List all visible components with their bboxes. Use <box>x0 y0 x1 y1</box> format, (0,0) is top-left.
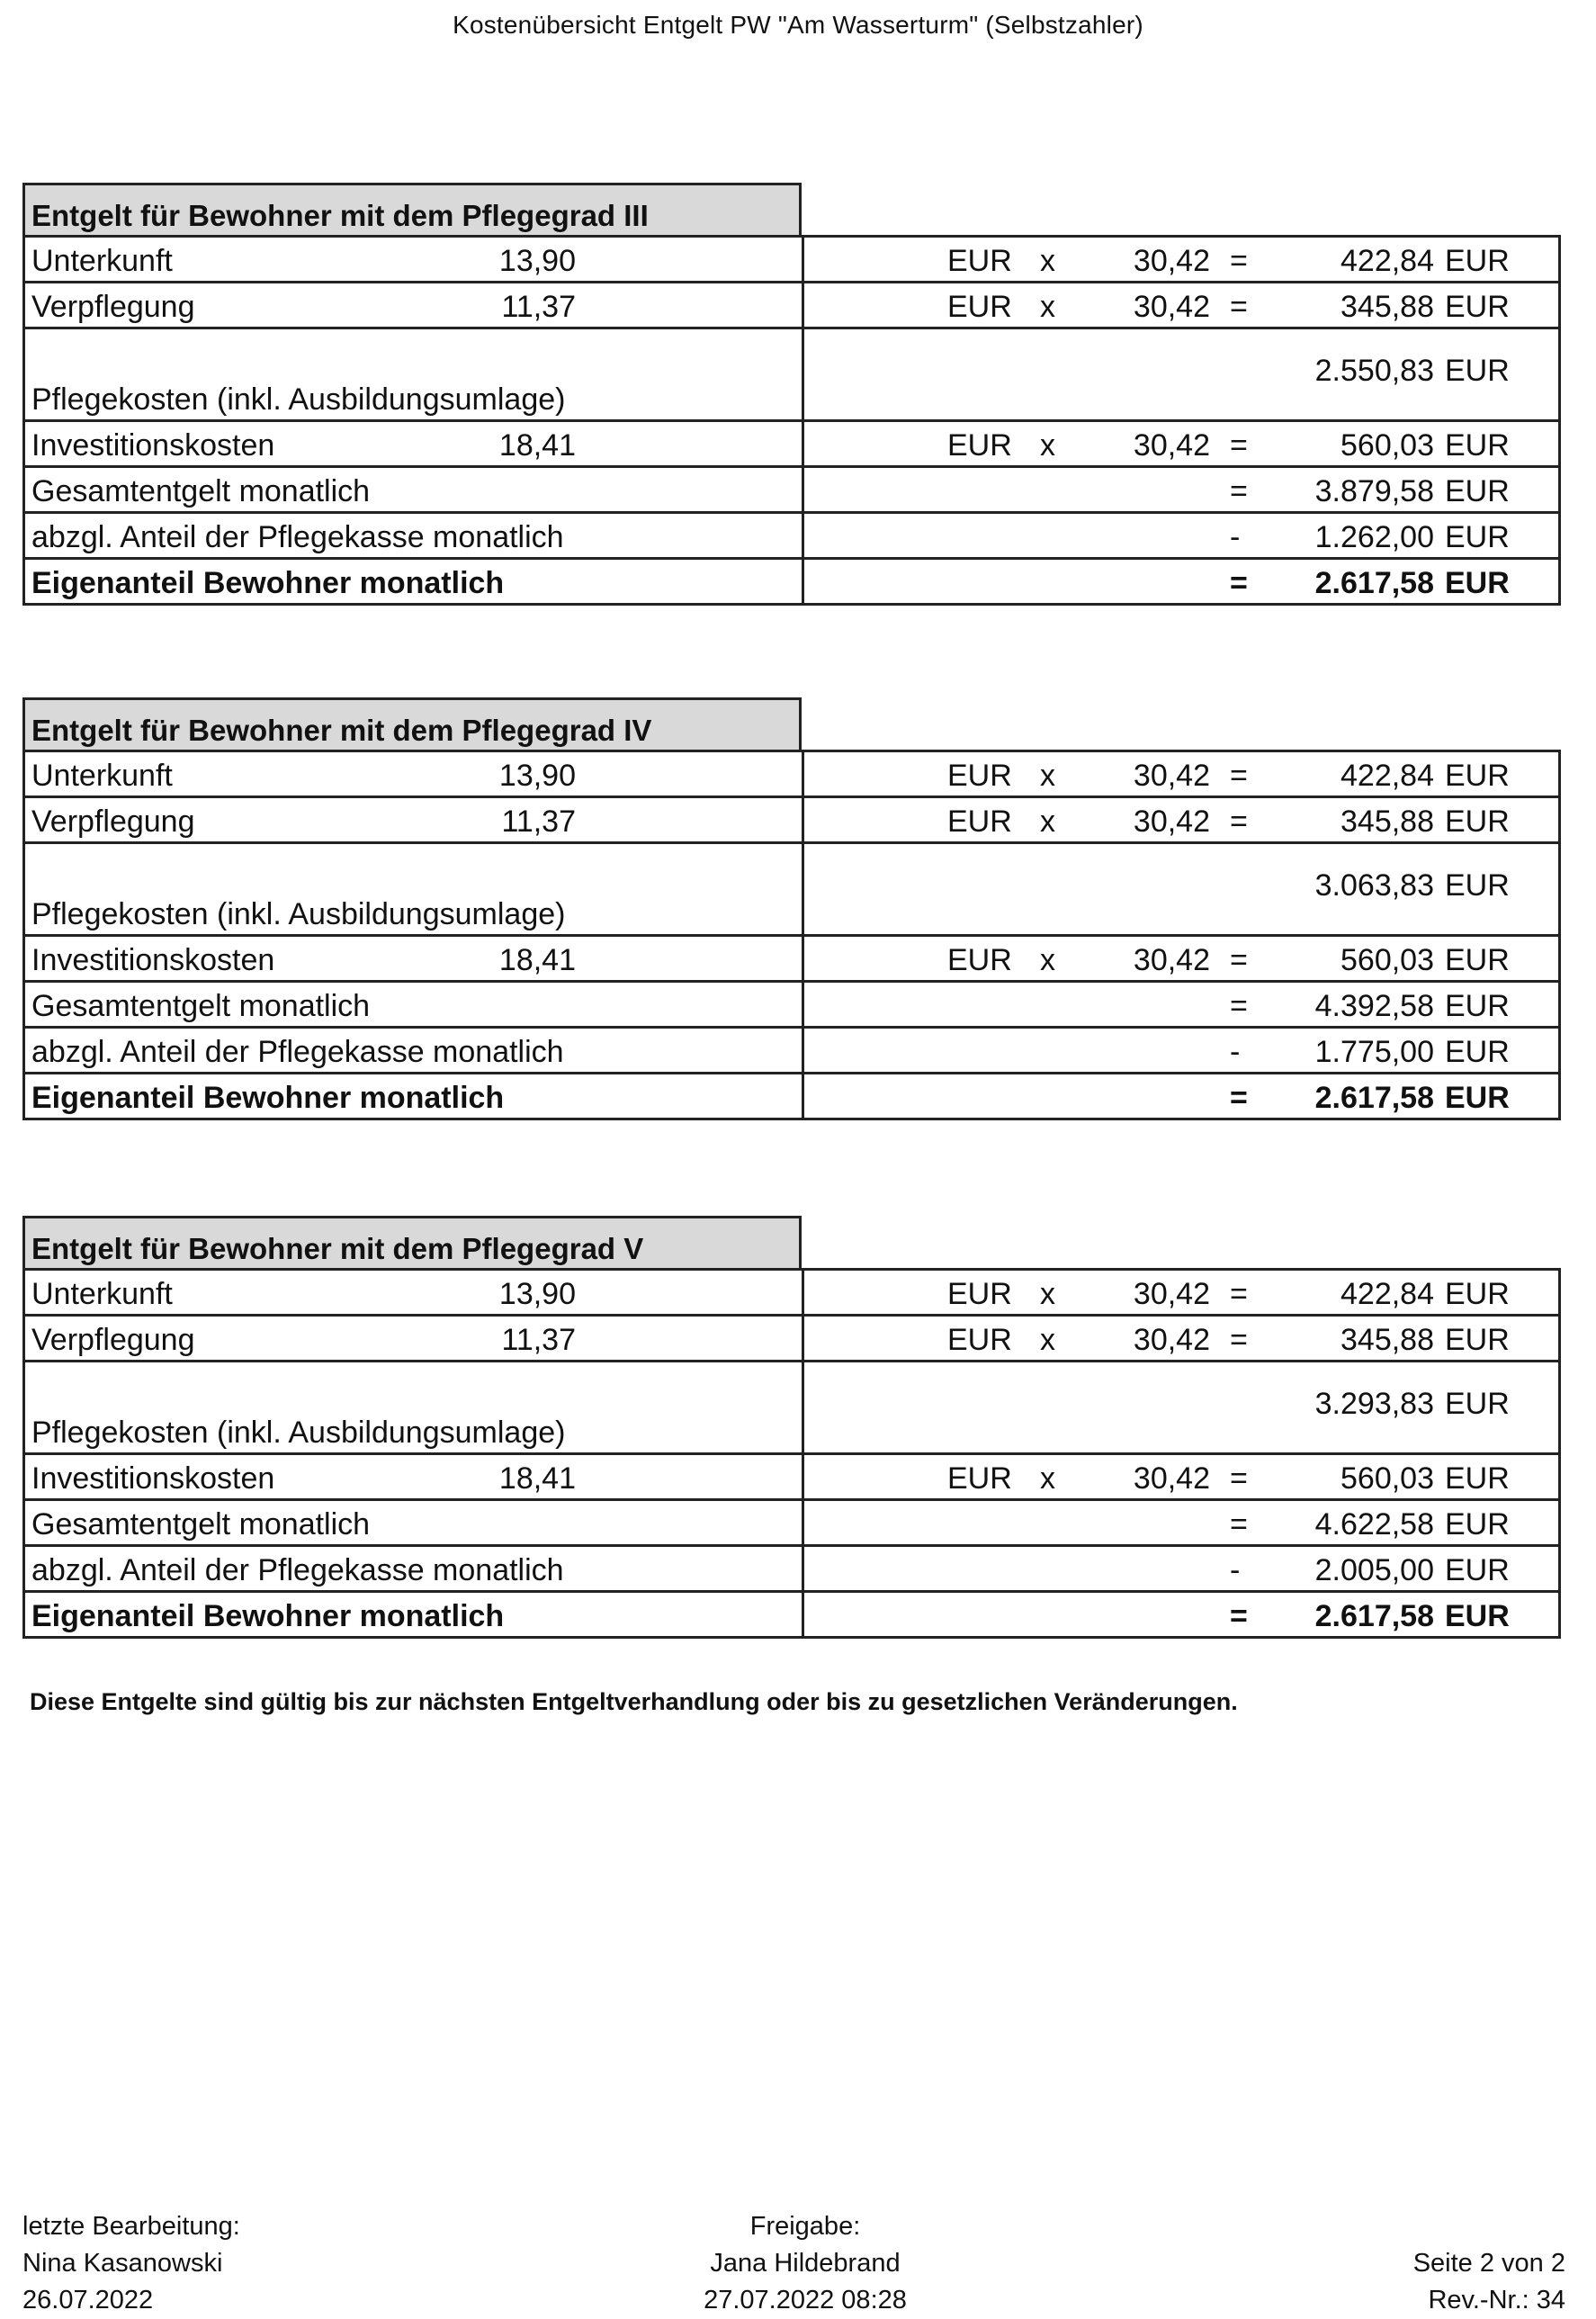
table-row <box>25 1501 1558 1547</box>
cell-amount: 2.617,58 <box>1314 1081 1434 1115</box>
cell-cur2: EUR <box>1445 1035 1510 1069</box>
footer-revision: Rev.-Nr.: 34 <box>1428 2286 1565 2315</box>
cell-cur1: EUR <box>947 1461 1012 1496</box>
cell-amount: 422,84 <box>1340 244 1434 278</box>
cell-days: 30,42 <box>1133 943 1210 977</box>
cell-label: Verpflegung <box>31 1323 195 1357</box>
footer-page-number: Seite 2 von 2 <box>1412 2249 1565 2278</box>
table-row <box>25 1029 1558 1074</box>
cell-op: = <box>1230 1277 1248 1311</box>
cell-amount: 422,84 <box>1340 759 1434 793</box>
cell-cur2: EUR <box>1445 1081 1510 1115</box>
cell-cur2: EUR <box>1445 474 1510 508</box>
footer-last-edit-name: Nina Kasanowski <box>22 2249 223 2278</box>
cost-table <box>22 697 1561 1120</box>
cell-price: 11,37 <box>501 290 576 324</box>
cell-label: abzgl. Anteil der Pflegekasse monatlich <box>31 1035 564 1069</box>
page-title: Kostenübersicht Entgelt PW "Am Wasserturm" (Selbstzahler) <box>453 11 1143 39</box>
cell-days: 30,42 <box>1133 244 1210 278</box>
table-row <box>25 238 1558 283</box>
cell-op: = <box>1230 759 1248 793</box>
cell-cur1: EUR <box>947 943 1012 977</box>
table-row <box>25 1455 1558 1501</box>
cell-price: 13,90 <box>498 244 576 278</box>
cell-cur2: EUR <box>1445 868 1510 903</box>
cost-table-header: Entgelt für Bewohner mit dem Pflegegrad V <box>22 1216 802 1268</box>
cell-op: = <box>1230 566 1248 600</box>
cell-op: = <box>1230 290 1248 324</box>
footer-approval <box>625 2208 985 2319</box>
cell-amount: 2.550,83 <box>1314 354 1434 388</box>
column-divider <box>802 514 804 557</box>
cell-label: Investitionskosten <box>31 428 275 463</box>
cell-cur2: EUR <box>1445 1507 1510 1542</box>
cell-cur2: EUR <box>1445 943 1510 977</box>
cell-amount: 560,03 <box>1340 428 1434 463</box>
column-divider <box>802 1317 804 1360</box>
column-divider <box>802 937 804 980</box>
cell-op: - <box>1230 1553 1241 1587</box>
cell-op: = <box>1230 1081 1248 1115</box>
table-row <box>25 1362 1558 1455</box>
table-row <box>25 798 1558 844</box>
cost-table-header: Entgelt für Bewohner mit dem Pflegegrad IV <box>22 697 802 750</box>
column-divider <box>802 1547 804 1590</box>
cell-days: 30,42 <box>1133 804 1210 839</box>
cell-op: = <box>1230 989 1248 1023</box>
cell-amount: 422,84 <box>1340 1277 1434 1311</box>
cell-label: abzgl. Anteil der Pflegekasse monatlich <box>31 520 564 554</box>
cell-mul: x <box>1040 759 1055 793</box>
cell-op: = <box>1230 244 1248 278</box>
table-row <box>25 468 1558 514</box>
cell-amount: 1.775,00 <box>1314 1035 1434 1069</box>
cell-cur1: EUR <box>947 1277 1012 1311</box>
cell-op: - <box>1230 1035 1241 1069</box>
cell-price: 18,41 <box>498 943 576 977</box>
cell-days: 30,42 <box>1133 428 1210 463</box>
cell-mul: x <box>1040 290 1055 324</box>
cell-op: = <box>1230 1323 1248 1357</box>
cell-label: Pflegekosten (inkl. Ausbildungsumlage) <box>31 382 566 417</box>
cell-label: Pflegekosten (inkl. Ausbildungsumlage) <box>31 897 566 931</box>
cost-table-body <box>22 1268 1561 1639</box>
column-divider <box>802 1501 804 1544</box>
footer-page-info <box>1413 2208 1565 2319</box>
cell-cur1: EUR <box>947 1323 1012 1357</box>
cell-label: Verpflegung <box>31 804 195 839</box>
cell-cur2: EUR <box>1445 1461 1510 1496</box>
cost-table-header: Entgelt für Bewohner mit dem Pflegegrad III <box>22 183 802 235</box>
cell-price: 11,37 <box>501 1323 576 1357</box>
cell-amount: 2.617,58 <box>1314 566 1434 600</box>
cell-cur2: EUR <box>1445 1323 1510 1357</box>
cell-op: - <box>1230 520 1241 554</box>
cell-amount: 1.262,00 <box>1314 520 1434 554</box>
cell-cur1: EUR <box>947 804 1012 839</box>
cell-mul: x <box>1040 1323 1055 1357</box>
column-divider <box>802 238 804 281</box>
cell-days: 30,42 <box>1133 1461 1210 1496</box>
cell-label: Investitionskosten <box>31 1461 275 1496</box>
cell-label: Unterkunft <box>31 1277 173 1311</box>
cell-days: 30,42 <box>1133 1277 1210 1311</box>
cell-op: = <box>1230 1507 1248 1542</box>
cell-label: Gesamtentgelt monatlich <box>31 474 371 508</box>
footer-last-edit <box>22 2208 240 2319</box>
cell-op: = <box>1230 1461 1248 1496</box>
footer-approval-name: Jana Hildebrand <box>710 2249 901 2278</box>
column-divider <box>802 1029 804 1072</box>
cell-mul: x <box>1040 1461 1055 1496</box>
cell-cur2: EUR <box>1445 804 1510 839</box>
cost-table-body <box>22 235 1561 606</box>
cell-days: 30,42 <box>1133 290 1210 324</box>
cell-price: 11,37 <box>501 804 576 839</box>
cell-cur1: EUR <box>947 290 1012 324</box>
table-row <box>25 752 1558 798</box>
cell-cur2: EUR <box>1445 244 1510 278</box>
column-divider <box>802 329 804 419</box>
cell-cur2: EUR <box>1445 1599 1510 1633</box>
cell-days: 30,42 <box>1133 1323 1210 1357</box>
validity-note: Diese Entgelte sind gültig bis zur nächsten Entgeltverhandlung oder bis zu gesetzlichen Veränderungen. <box>30 1688 1238 1715</box>
column-divider <box>802 1074 804 1118</box>
cell-cur1: EUR <box>947 428 1012 463</box>
cell-cur2: EUR <box>1445 354 1510 388</box>
cell-cur2: EUR <box>1445 759 1510 793</box>
table-row <box>25 1074 1558 1118</box>
column-divider <box>802 1271 804 1314</box>
column-divider <box>802 560 804 603</box>
column-divider <box>802 283 804 327</box>
footer-last-edit-date: 26.07.2022 <box>22 2286 154 2315</box>
cell-label: Eigenanteil Bewohner monatlich <box>31 566 505 600</box>
cell-op: = <box>1230 943 1248 977</box>
cell-label: Unterkunft <box>31 759 173 793</box>
cell-label: Eigenanteil Bewohner monatlich <box>31 1599 505 1633</box>
cell-cur2: EUR <box>1445 566 1510 600</box>
cell-mul: x <box>1040 244 1055 278</box>
cell-days: 30,42 <box>1133 759 1210 793</box>
table-row <box>25 283 1558 329</box>
table-row <box>25 844 1558 937</box>
cell-op: = <box>1230 1599 1248 1633</box>
table-row <box>25 514 1558 560</box>
cell-cur2: EUR <box>1445 1387 1510 1421</box>
cost-table <box>22 183 1561 606</box>
cell-amount: 3.063,83 <box>1314 868 1434 903</box>
cell-cur1: EUR <box>947 244 1012 278</box>
cell-amount: 3.879,58 <box>1314 474 1434 508</box>
column-divider <box>802 983 804 1026</box>
cell-cur2: EUR <box>1445 1553 1510 1587</box>
table-row <box>25 560 1558 603</box>
cell-op: = <box>1230 474 1248 508</box>
cell-amount: 4.622,58 <box>1314 1507 1434 1542</box>
footer-last-edit-label: letzte Bearbeitung: <box>22 2212 240 2241</box>
cell-mul: x <box>1040 804 1055 839</box>
cell-mul: x <box>1040 1277 1055 1311</box>
column-divider <box>802 752 804 795</box>
cell-amount: 3.293,83 <box>1314 1387 1434 1421</box>
cell-amount: 2.005,00 <box>1314 1553 1434 1587</box>
table-row <box>25 1271 1558 1317</box>
cell-price: 18,41 <box>498 1461 576 1496</box>
cell-amount: 345,88 <box>1340 290 1434 324</box>
cell-cur2: EUR <box>1445 290 1510 324</box>
cell-price: 13,90 <box>498 1277 576 1311</box>
cell-price: 13,90 <box>498 759 576 793</box>
column-divider <box>802 1455 804 1498</box>
column-divider <box>802 798 804 841</box>
table-row <box>25 983 1558 1029</box>
cell-price: 18,41 <box>498 428 576 463</box>
cost-table <box>22 1216 1561 1639</box>
column-divider <box>802 844 804 934</box>
footer-approval-date: 27.07.2022 08:28 <box>704 2286 907 2315</box>
table-row <box>25 1317 1558 1362</box>
cell-cur2: EUR <box>1445 1277 1510 1311</box>
cell-op: = <box>1230 804 1248 839</box>
cell-cur1: EUR <box>947 759 1012 793</box>
cell-cur2: EUR <box>1445 520 1510 554</box>
cell-cur2: EUR <box>1445 428 1510 463</box>
column-divider <box>802 1362 804 1452</box>
cell-label: Gesamtentgelt monatlich <box>31 989 371 1023</box>
cell-amount: 4.392,58 <box>1314 989 1434 1023</box>
cell-amount: 345,88 <box>1340 804 1434 839</box>
cell-amount: 560,03 <box>1340 1461 1434 1496</box>
cell-amount: 345,88 <box>1340 1323 1434 1357</box>
cell-mul: x <box>1040 943 1055 977</box>
cell-label: Verpflegung <box>31 290 195 324</box>
table-row <box>25 1547 1558 1593</box>
table-row <box>25 329 1558 422</box>
cost-table-body <box>22 750 1561 1120</box>
column-divider <box>802 1593 804 1636</box>
cell-mul: x <box>1040 428 1055 463</box>
column-divider <box>802 422 804 465</box>
cell-cur2: EUR <box>1445 989 1510 1023</box>
table-row <box>25 937 1558 983</box>
table-row <box>25 422 1558 468</box>
cell-label: Gesamtentgelt monatlich <box>31 1507 371 1542</box>
cell-label: abzgl. Anteil der Pflegekasse monatlich <box>31 1553 564 1587</box>
footer-approval-label: Freigabe: <box>749 2212 861 2241</box>
table-row <box>25 1593 1558 1636</box>
cell-label: Investitionskosten <box>31 943 275 977</box>
column-divider <box>802 468 804 511</box>
cell-label: Unterkunft <box>31 244 173 278</box>
cell-label: Pflegekosten (inkl. Ausbildungsumlage) <box>31 1416 566 1450</box>
cell-label: Eigenanteil Bewohner monatlich <box>31 1081 505 1115</box>
cell-amount: 2.617,58 <box>1314 1599 1434 1633</box>
cell-op: = <box>1230 428 1248 463</box>
cell-amount: 560,03 <box>1340 943 1434 977</box>
